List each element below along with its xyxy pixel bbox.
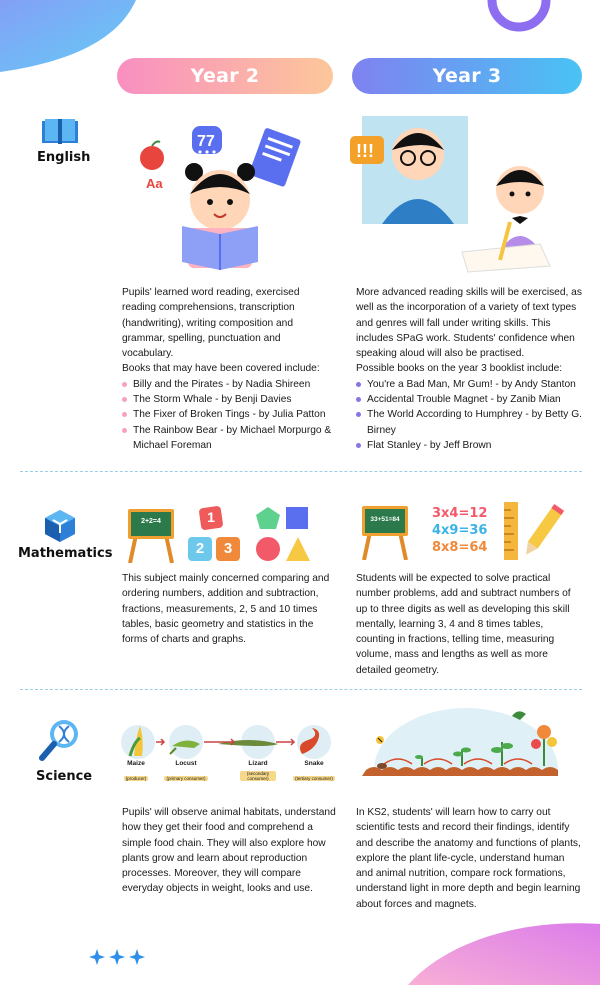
section-divider: [20, 689, 582, 690]
science-year2-paragraph: Pupils' will observe animal habitats, understand how they get their food and comprehend a simple food chain. They will also explore how plants grow and learn about reproduction processes. Moreover, they will compare everyday objects in weight, looks and use.: [122, 807, 336, 895]
section-divider: [20, 471, 582, 472]
book-item: The Storm Whale - by Benji Davies: [122, 392, 334, 407]
english-year2-books-intro: Books that may have been covered include:: [122, 363, 320, 375]
english-year2-paragraph: Pupils' learned word reading, exercised reading comprehensions, transcription (handwriting), writing composition and grammar, spelling, punctuation and vocabulary.: [122, 287, 300, 360]
organism-name: Maize: [127, 760, 145, 767]
svg-text:77: 77: [197, 133, 215, 150]
chalkboard-equation: 33+51=84: [370, 516, 400, 523]
subject-label-science: Science: [36, 769, 93, 784]
subject-label-mathematics: Mathematics: [18, 546, 113, 561]
book-item: The Fixer of Broken Tings - by Julia Patton: [122, 407, 334, 422]
top-right-ring-decoration: [484, 0, 554, 36]
book-item: Billy and the Pirates - by Nadia Shireen: [122, 377, 334, 392]
number-block-3: 3: [223, 540, 233, 557]
science-year3-paragraph: In KS2, students' will learn how to carry out scientific tests and record their findings, identify and describe the anatomy and functions of plants, explore the plant life-cycle, understand human and animal nutrition, compare rock formations, understand light in more depth and begin learning about forces and magnets.: [356, 807, 581, 910]
organism-role: (producer): [125, 776, 147, 781]
equation-line: 4x9=36: [432, 523, 488, 538]
chalkboard-equation: 2+2=4: [141, 518, 161, 525]
bottom-right-wave-decoration: [400, 918, 600, 985]
book-item: Accidental Trouble Magnet - by Zanib Mian: [356, 392, 586, 407]
english-year3-text: [356, 285, 586, 453]
chalkboard-icon: [360, 502, 410, 560]
cube-icon: [42, 508, 78, 544]
svg-text:!!!: !!!: [356, 141, 374, 161]
year2-header: Year 2: [117, 58, 333, 94]
english-year2-book-list: [122, 377, 334, 453]
mathematics-year2-paragraph: This subject mainly concerned comparing and ordering numbers, addition and subtraction, fractions, measurements, 2, 5 and 10 times tables, basic geometry and statistics in the forms of charts and graphs.: [122, 573, 330, 646]
food-chain-item: [236, 760, 280, 785]
sparkle-stars-decoration: [88, 948, 148, 966]
year3-header: Year 3: [352, 58, 582, 94]
book-item: Flat Stanley - by Jeff Brown: [356, 438, 586, 453]
food-chain-illustration: [118, 720, 338, 760]
english-year3-paragraph: More advanced reading skills will be exercised, as well as the incorporation of a variety of text types and genres will fall under writing skills. This includes SPaG work. Students' confidence when speaking aloud will also be practised.: [356, 287, 582, 360]
equation-line: 3x4=12: [432, 506, 488, 521]
geometric-shapes-icon: [254, 505, 312, 563]
organism-role: (tertiary consumer): [295, 776, 333, 781]
teacher-student-illustration: [350, 114, 565, 274]
book-item: The Rainbow Bear - by Michael Morpurgo & Michael Foreman: [122, 423, 334, 454]
organism-name: Locust: [175, 760, 197, 767]
food-chain-item: [116, 760, 156, 785]
subject-label-english: English: [37, 150, 91, 165]
english-year3-book-list: [356, 377, 586, 453]
english-year3-books-intro: Possible books on the year 3 booklist include:: [356, 363, 563, 375]
organism-name: Snake: [304, 760, 324, 767]
book-item: The World According to Humphrey - by Betty G. Birney: [356, 407, 586, 438]
equation-line: 8x8=64: [432, 540, 488, 555]
ruler-pencil-icon: [502, 500, 564, 562]
mathematics-year3-paragraph: Students will be expected to solve practical number problems, add and subtract numbers of up to three digits as well as developing this skill mentally, learning 3, 4 and 8 times tables, counting in fractions, telling time, measuring volume, mass and lengths as well as more detailed geometry.: [356, 573, 571, 676]
top-left-wave-decoration: [0, 0, 140, 75]
food-chain-item: [164, 760, 208, 785]
book-item: You're a Bad Man, Mr Gum! - by Andy Stanton: [356, 377, 586, 392]
food-chain-item: [292, 760, 336, 785]
number-block-1: 1: [207, 509, 215, 525]
chalkboard-icon: [126, 505, 176, 563]
times-table-equations: [432, 505, 487, 556]
book-icon: [40, 117, 80, 145]
plant-growth-illustration: [362, 706, 572, 780]
english-year2-text: [122, 285, 334, 453]
girl-reading-illustration: [134, 122, 314, 272]
organism-name: Lizard: [248, 760, 268, 767]
number-block-2: 2: [195, 540, 205, 557]
food-chain-labels: [116, 760, 342, 782]
svg-text:Aa: Aa: [146, 176, 163, 191]
organism-role: (secondary consumer): [240, 771, 276, 781]
dna-magnifier-icon: [38, 716, 84, 762]
organism-role: (primary consumer): [166, 776, 206, 781]
